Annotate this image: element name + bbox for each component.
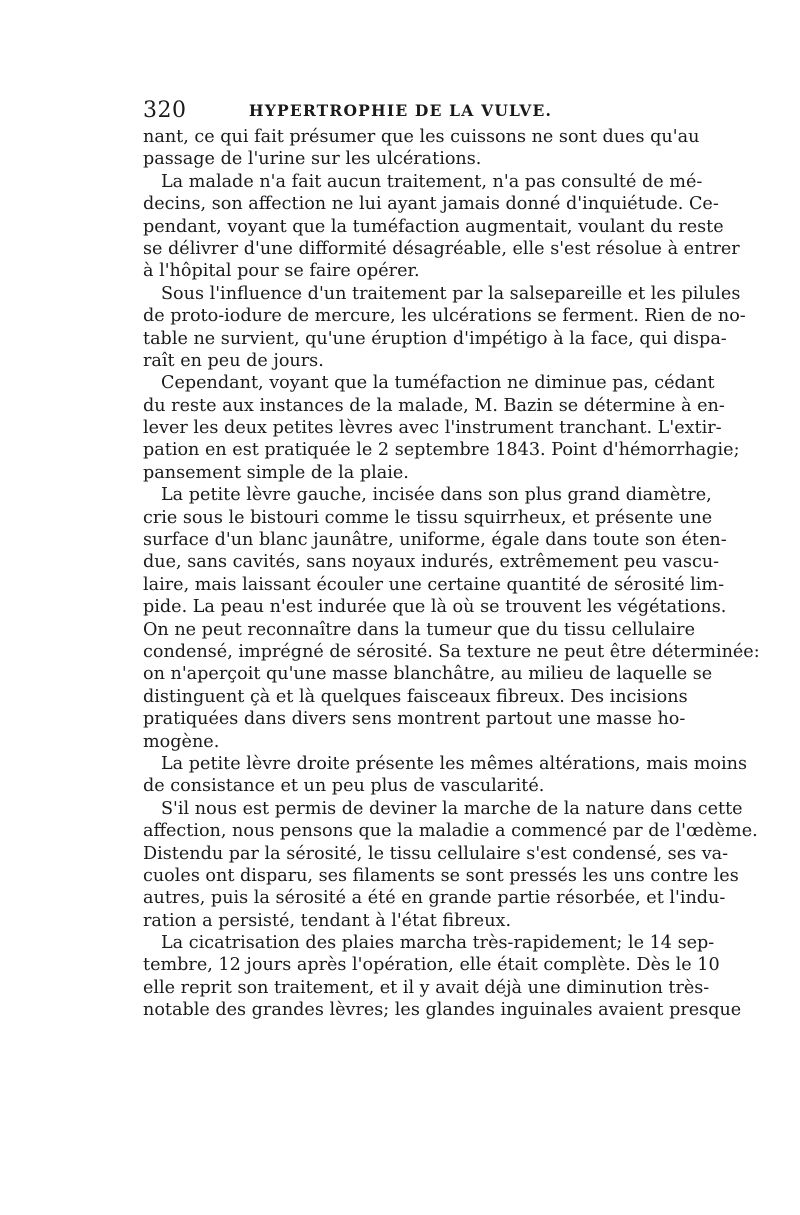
text-line: de consistance et un peu plus de vascularité. <box>143 776 545 797</box>
text-line: laire, mais laissant écouler une certaine quantité de sérosité lim- <box>143 574 725 595</box>
page-number: 320 <box>143 98 187 123</box>
text-line: surface d'un blanc jaunâtre, uniforme, égale dans toute son éten- <box>143 530 727 551</box>
text-line: La cicatrisation des plaies marcha très-rapidement; le 14 sep- <box>161 933 715 954</box>
text-line: passage de l'urine sur les ulcérations. <box>143 149 482 170</box>
text-line: du reste aux instances de la malade, M. Bazin se détermine à en- <box>143 395 725 416</box>
text-line: La petite lèvre gauche, incisée dans son plus grand diamètre, <box>161 485 712 506</box>
text-line: mogène. <box>143 731 220 752</box>
text-line: Distendu par la sérosité, le tissu cellulaire s'est condensé, ses va- <box>143 843 729 864</box>
text-line: crie sous le bistouri comme le tissu squirrheux, et présente une <box>143 507 713 528</box>
text-line: ration a persisté, tendant à l'état fibreux. <box>143 910 512 931</box>
text-line: de proto-iodure de mercure, les ulcérations se ferment. Rien de no- <box>143 306 746 327</box>
text-line: decins, son affection ne lui ayant jamais donné d'inquiétude. Ce- <box>143 194 719 215</box>
page-header <box>143 96 658 126</box>
body-text <box>143 126 760 1022</box>
text-line: due, sans cavités, sans noyaux indurés, extrêmement peu vascu- <box>143 552 720 573</box>
text-line: elle reprit son traitement, et il y avait déjà une diminution très- <box>143 977 710 998</box>
text-line: se délivrer d'une difformité désagréable, elle s'est résolue à entrer <box>143 238 740 259</box>
text-line: affection, nous pensons que la maladie a commencé par de l'œdème. <box>143 821 758 842</box>
text-line: pendant, voyant que la tuméfaction augmentait, voulant du reste <box>143 216 724 237</box>
text-line: tembre, 12 jours après l'opération, elle était complète. Dès le 10 <box>143 955 720 976</box>
text-line: distinguent çà et là quelques faisceaux fibreux. Des incisions <box>143 686 688 707</box>
text-line: La petite lèvre droite présente les mêmes altérations, mais moins <box>161 753 747 774</box>
text-line: S'il nous est permis de deviner la marche de la nature dans cette <box>161 798 743 819</box>
text-line: Sous l'influence d'un traitement par la salsepareille et les pilules <box>161 283 741 304</box>
text-line: cuoles ont disparu, ses filaments se sont pressés les uns contre les <box>143 865 739 886</box>
text-line: à l'hôpital pour se faire opérer. <box>143 261 420 282</box>
text-line: notable des grandes lèvres; les glandes inguinales avaient presque <box>143 1000 742 1021</box>
text-line: pansement simple de la plaie. <box>143 462 409 483</box>
text-line: raît en peu de jours. <box>143 350 324 371</box>
running-title: HYPERTROPHIE DE LA VULVE. <box>248 101 553 120</box>
text-line: lever les deux petites lèvres avec l'instrument tranchant. L'extir- <box>143 418 722 439</box>
text-line: pratiquées dans divers sens montrent partout une masse ho- <box>143 709 686 730</box>
text-line: on n'aperçoit qu'une masse blanchâtre, au milieu de laquelle se <box>143 664 713 685</box>
text-line: nant, ce qui fait présumer que les cuissons ne sont dues qu'au <box>143 127 700 147</box>
text-line: Cependant, voyant que la tuméfaction ne diminue pas, cédant <box>161 373 715 394</box>
text-line: condensé, imprégné de sérosité. Sa texture ne peut être déterminée: <box>143 641 760 662</box>
text-line: La malade n'a fait aucun traitement, n'a pas consulté de mé- <box>161 171 703 192</box>
text-line: On ne peut reconnaître dans la tumeur que du tissu cellulaire <box>143 619 696 640</box>
text-line: pide. La peau n'est indurée que là où se trouvent les végétations. <box>143 597 727 618</box>
text-line: autres, puis la sérosité a été en grande partie résorbée, et l'indu- <box>143 888 726 909</box>
text-line: table ne survient, qu'une éruption d'impétigo à la face, qui dispa- <box>143 328 727 349</box>
text-line: pation en est pratiquée le 2 septembre 1843. Point d'hémorrhagie; <box>143 440 740 461</box>
